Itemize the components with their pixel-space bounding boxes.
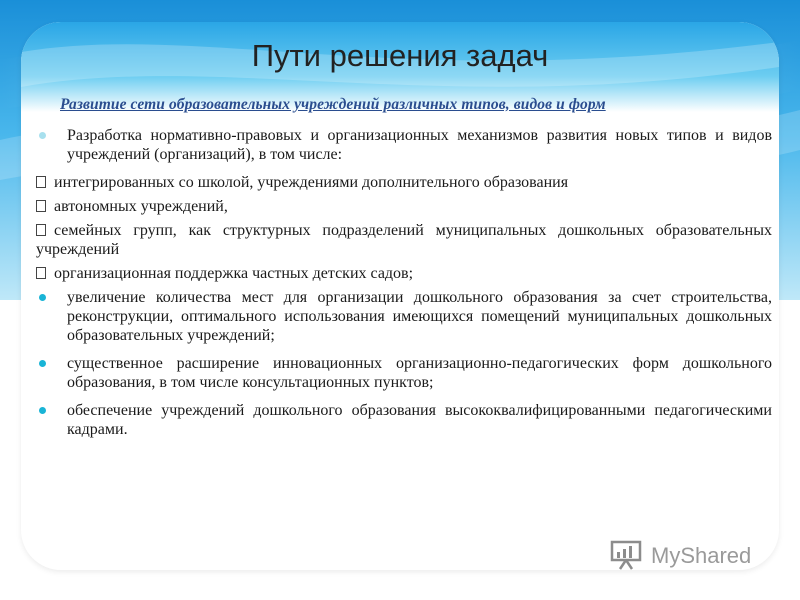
- list-item-text: существенное расширение инновационных организационно-педагогических форм дошкольного образования, в том числе консультационных пунктов;: [67, 355, 772, 391]
- checkbox-icon: [36, 224, 46, 236]
- presentation-board-icon: [609, 539, 645, 571]
- list-item-text: автономных учреждений,: [54, 198, 228, 215]
- list-item: [36, 221, 772, 259]
- list-item-text: обеспечение учреждений дошкольного образования высококвалифицированными педагогическими кадрами.: [67, 402, 772, 438]
- list-item: [36, 126, 772, 164]
- list-item-text: организационная поддержка частных детских садов;: [54, 265, 414, 282]
- content-list: [36, 126, 772, 448]
- checkbox-icon: [36, 176, 46, 188]
- list-item: [36, 197, 772, 216]
- myshared-logo: [607, 538, 777, 572]
- logo-text: MyShared: [651, 543, 752, 568]
- slide-subtitle: Развитие сети образовательных учреждений различных типов, видов и форм: [60, 96, 606, 113]
- checkbox-icon: [36, 267, 46, 279]
- list-item: [36, 264, 772, 283]
- list-item-text: интегрированных со школой, учреждениями дополнительного образования: [54, 174, 569, 191]
- checkbox-icon: [36, 200, 46, 212]
- list-item: [36, 401, 772, 439]
- list-item: [36, 354, 772, 392]
- list-item-text: Разработка нормативно-правовых и организационных механизмов развития новых типов и видов учреждений (организаций), в том числе:: [67, 127, 772, 163]
- slide-title: Пути решения задач: [251, 38, 549, 73]
- list-item-text: семейных групп, как структурных подразделений муниципальных дошкольных образовательных учреждений: [36, 222, 772, 258]
- list-item: [36, 288, 772, 345]
- list-item: [36, 173, 772, 192]
- list-item-text: увеличение количества мест для организации дошкольного образования за счет строительства, реконструкции, оптимального использования имеющихся помещений муниципальных дошкольных образовательных учреждений;: [67, 289, 772, 344]
